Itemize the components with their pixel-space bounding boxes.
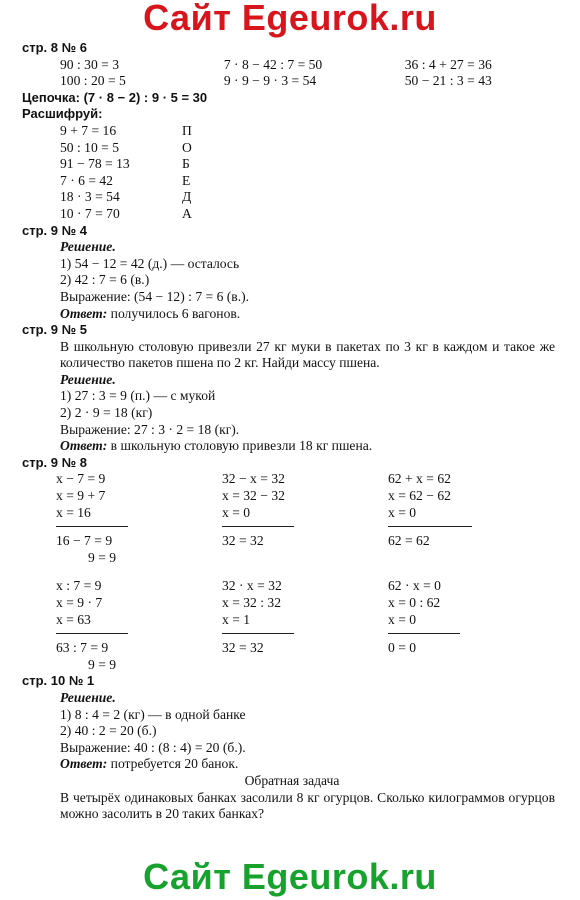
solution-label: Решение. bbox=[60, 239, 116, 255]
answer-line bbox=[60, 438, 562, 455]
expression: 90 : 30 = 3 bbox=[60, 56, 120, 72]
problem-text: В школьную столовую привезли 27 кг муки в пакетах по 3 кг в каждом и такое же количество пакетов пшена по 2 кг. Найди массу пшена. bbox=[60, 338, 555, 371]
check-line: 62 = 62 bbox=[388, 533, 430, 549]
equations-block bbox=[22, 471, 562, 566]
section-header-p8-n6: стр. 8 № 6 bbox=[22, 40, 87, 55]
site-watermark-bottom: Сайт Egeurok.ru bbox=[143, 856, 437, 897]
decode-expression: 18 · 3 = 54 bbox=[60, 189, 120, 205]
check-line: 0 = 0 bbox=[388, 640, 417, 656]
equation-group bbox=[222, 471, 388, 566]
answer-line bbox=[60, 306, 562, 323]
decode-letter: Б bbox=[182, 156, 190, 172]
equation-line: x − 7 = 9 bbox=[56, 471, 106, 487]
solution-block bbox=[22, 690, 562, 773]
equation-group bbox=[388, 578, 548, 673]
solution-label: Решение. bbox=[60, 371, 116, 387]
divider bbox=[388, 526, 472, 527]
equation-line: x = 32 : 32 bbox=[222, 595, 282, 610]
equation-line: x = 0 bbox=[388, 504, 417, 520]
decode-expression: 9 + 7 = 16 bbox=[60, 122, 117, 138]
decode-letter: Е bbox=[182, 172, 191, 188]
decode-label: Расшифруй: bbox=[22, 106, 103, 122]
equation-line: x = 32 − 32 bbox=[222, 488, 285, 504]
check-line: 32 = 32 bbox=[222, 640, 264, 656]
decode-row bbox=[60, 206, 562, 223]
expression: 36 : 4 + 27 = 36 bbox=[404, 56, 492, 72]
equation-line: 62 · x = 0 bbox=[388, 578, 441, 594]
answer-label: Ответ: bbox=[60, 438, 108, 454]
solution-label: Решение. bbox=[60, 689, 116, 705]
decode-expression: 91 − 78 = 13 bbox=[60, 156, 130, 172]
solution-line: 2) 42 : 7 = 6 (в.) bbox=[60, 272, 150, 288]
solution-line: 2) 40 : 2 = 20 (б.) bbox=[60, 723, 157, 739]
decode-row bbox=[60, 189, 562, 206]
answer-label: Ответ: bbox=[60, 756, 108, 772]
decode-expression: 10 · 7 = 70 bbox=[60, 205, 120, 221]
answer-line bbox=[60, 756, 562, 773]
divider bbox=[388, 633, 460, 634]
equation-line: 62 + x = 62 bbox=[388, 471, 451, 487]
equation-group bbox=[56, 578, 222, 673]
decode-letter: Д bbox=[182, 189, 192, 205]
solution-line: Выражение: 40 : (8 : 4) = 20 (б.). bbox=[60, 739, 246, 755]
section-header-p9-n4: стр. 9 № 4 bbox=[22, 222, 87, 238]
solution-line: 1) 54 − 12 = 42 (д.) — осталось bbox=[60, 255, 240, 271]
expression: 50 − 21 : 3 = 43 bbox=[404, 73, 492, 89]
decode-row bbox=[60, 123, 562, 140]
check-line: 63 : 7 = 9 bbox=[56, 640, 109, 656]
equation-line: 32 · x = 32 bbox=[222, 578, 282, 594]
equation-group bbox=[388, 471, 548, 566]
equation-group bbox=[56, 471, 222, 566]
inverse-task bbox=[22, 790, 562, 823]
equation-line: x = 9 · 7 bbox=[56, 595, 103, 610]
section-header-p10-n1: стр. 10 № 1 bbox=[22, 673, 95, 689]
equation-line: x = 0 : 62 bbox=[388, 595, 441, 610]
answer-text: потребуется 20 банок. bbox=[107, 756, 239, 772]
equation-line: x : 7 = 9 bbox=[56, 578, 102, 594]
solution-line: 1) 27 : 3 = 9 (п.) — с мукой bbox=[60, 388, 216, 404]
equation-line: x = 9 + 7 bbox=[56, 488, 106, 504]
section-header-p9-n8: стр. 9 № 8 bbox=[22, 454, 87, 470]
equation-line: x = 16 bbox=[56, 504, 91, 520]
solution-block bbox=[22, 239, 562, 322]
section-header-p9-n5: стр. 9 № 5 bbox=[22, 322, 87, 338]
equation-line: x = 63 bbox=[56, 611, 91, 627]
equation-line: x = 0 bbox=[222, 504, 251, 520]
equation-line: x = 0 bbox=[388, 611, 417, 627]
solution-line: 1) 8 : 4 = 2 (кг) — в одной банке bbox=[60, 706, 246, 722]
equations-block bbox=[22, 578, 562, 673]
expression: 100 : 20 = 5 bbox=[60, 73, 126, 89]
divider bbox=[56, 633, 128, 634]
expression: 7 · 8 − 42 : 7 = 50 bbox=[223, 56, 323, 72]
chain-line: Цепочка: (7 · 8 − 2) : 9 · 5 = 30 bbox=[22, 89, 208, 105]
equation-group bbox=[222, 578, 388, 673]
decode-expression: 7 · 6 = 42 bbox=[60, 172, 113, 188]
problem-text: В четырёх одинаковых банках засолили 8 кг огурцов. Сколько килограммов огурцов можно засолить в 20 таких банках? bbox=[60, 789, 555, 822]
answer-label: Ответ: bbox=[60, 305, 108, 321]
solution-line: Выражение: 27 : 3 · 2 = 18 (кг). bbox=[60, 421, 240, 437]
solution-line: Выражение: (54 − 12) : 7 = 6 (в.). bbox=[60, 288, 250, 304]
equation-line: x = 62 − 62 bbox=[388, 488, 451, 504]
inverse-task-title: Обратная задача bbox=[244, 772, 340, 788]
expression-row bbox=[22, 73, 562, 90]
check-line: 16 − 7 = 9 bbox=[56, 533, 113, 549]
equation-line: x = 1 bbox=[222, 611, 251, 627]
equation-line: 32 − x = 32 bbox=[222, 471, 285, 487]
divider bbox=[222, 526, 294, 527]
answer-text: получилось 6 вагонов. bbox=[107, 305, 241, 321]
worksheet bbox=[22, 40, 562, 823]
divider bbox=[222, 633, 294, 634]
expression-row bbox=[22, 57, 562, 74]
decode-row bbox=[60, 173, 562, 190]
decode-letter: П bbox=[182, 122, 192, 138]
expression: 9 · 9 − 9 · 3 = 54 bbox=[223, 73, 317, 89]
answer-text: в школьную столовую привезли 18 кг пшена. bbox=[107, 438, 373, 454]
decode-list bbox=[22, 123, 562, 223]
decode-letter: О bbox=[182, 139, 192, 155]
check-line: 9 = 9 bbox=[88, 549, 117, 565]
decode-expression: 50 : 10 = 5 bbox=[60, 139, 120, 155]
check-line: 9 = 9 bbox=[88, 656, 117, 672]
decode-letter: А bbox=[182, 205, 192, 221]
check-line: 32 = 32 bbox=[222, 533, 264, 549]
decode-row bbox=[60, 140, 562, 157]
decode-row bbox=[60, 156, 562, 173]
site-watermark-top: Сайт Egeurok.ru bbox=[143, 0, 437, 38]
divider bbox=[56, 526, 128, 527]
solution-block bbox=[22, 339, 562, 455]
solution-line: 2) 2 · 9 = 18 (кг) bbox=[60, 405, 153, 421]
